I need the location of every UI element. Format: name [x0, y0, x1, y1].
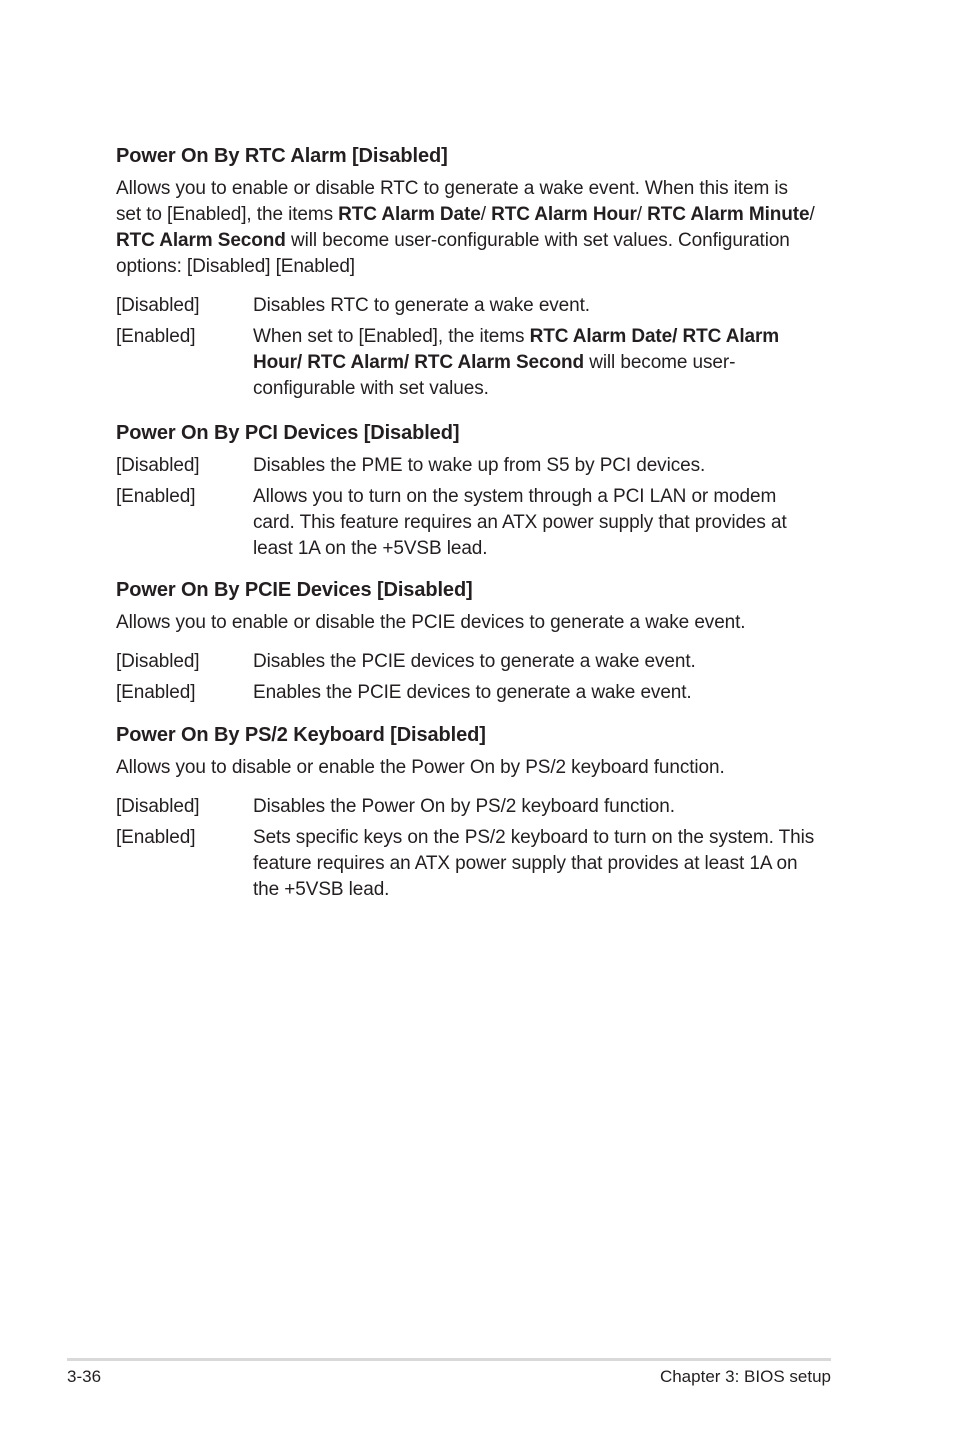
- text-span: will become user-configurable with set values.: [253, 352, 736, 399]
- option-row: [116, 680, 816, 706]
- option-key: [Enabled]: [116, 326, 196, 347]
- bold-term: RTC Alarm Second: [116, 230, 286, 251]
- chapter-label: Chapter 3: BIOS setup: [659, 1367, 831, 1386]
- text-span: /: [636, 204, 648, 225]
- section-title: Power On By PCIE Devices [Disabled]: [116, 579, 473, 601]
- option-key: [Disabled]: [116, 796, 200, 817]
- section-title: Power On By PS/2 Keyboard [Disabled]: [116, 724, 486, 746]
- section-title: Power On By RTC Alarm [Disabled]: [116, 145, 448, 167]
- option-row: [116, 794, 816, 820]
- text-span: will become user-configurable with set values. Configuration options: [Disabled] [Enabled]: [116, 230, 790, 277]
- option-desc: Sets specific keys on the PS/2 keyboard to turn on the system. This feature requires an ATX power supply that provides at least 1A on the +5VSB lead.: [253, 827, 815, 900]
- option-list: [116, 453, 816, 562]
- section-pcie-devices: [116, 577, 816, 706]
- footer-divider: [67, 1358, 831, 1361]
- option-list: [116, 649, 816, 706]
- option-row: [116, 453, 816, 479]
- section-description: Allows you to enable or disable the PCIE devices to generate a wake event.: [116, 612, 746, 633]
- option-key: [Enabled]: [116, 486, 196, 507]
- option-key: [Disabled]: [116, 295, 200, 316]
- bold-term: RTC Alarm Minute: [647, 204, 810, 225]
- option-key: [Disabled]: [116, 651, 200, 672]
- option-list: [116, 293, 816, 402]
- option-desc: Disables the Power On by PS/2 keyboard function.: [253, 796, 675, 817]
- option-list: [116, 794, 816, 903]
- option-desc: Enables the PCIE devices to generate a wake event.: [253, 682, 692, 703]
- section-pci-devices: [116, 420, 816, 562]
- option-row: [116, 293, 816, 319]
- bold-term: RTC Alarm Date: [338, 204, 481, 225]
- page-number: 3-36: [67, 1367, 102, 1386]
- option-desc: Disables the PCIE devices to generate a wake event.: [253, 651, 696, 672]
- section-ps2-keyboard: [116, 722, 816, 903]
- option-desc: Disables RTC to generate a wake event.: [253, 295, 590, 316]
- option-key: [Disabled]: [116, 455, 200, 476]
- text-span: /: [480, 204, 492, 225]
- section-title: Power On By PCI Devices [Disabled]: [116, 422, 460, 444]
- option-key: [Enabled]: [116, 682, 196, 703]
- section-description: [116, 176, 816, 280]
- option-desc: Allows you to turn on the system through a PCI LAN or modem card. This feature requires an ATX power supply that provides at least 1A on the +5VSB lead.: [253, 486, 787, 559]
- section-rtc-alarm: [116, 143, 816, 402]
- option-desc: Disables the PME to wake up from S5 by PCI devices.: [253, 455, 706, 476]
- option-row: [116, 324, 816, 402]
- option-key: [Enabled]: [116, 827, 196, 848]
- bold-term: RTC Alarm Hour: [491, 204, 637, 225]
- text-span: Allows you to enable or disable RTC to generate a wake event. When this item is set to [Enabled], the items: [116, 178, 788, 225]
- page-content: [116, 143, 816, 900]
- option-row: [116, 649, 816, 675]
- bold-term: RTC Alarm Date/ RTC Alarm Hour/ RTC Alarm/ RTC Alarm Second: [253, 326, 780, 373]
- option-row: [116, 484, 816, 562]
- option-desc: [253, 324, 816, 402]
- section-description: Allows you to disable or enable the Power On by PS/2 keyboard function.: [116, 757, 725, 778]
- text-span: /: [809, 204, 815, 225]
- text-span: When set to [Enabled], the items: [253, 326, 530, 347]
- option-row: [116, 825, 816, 903]
